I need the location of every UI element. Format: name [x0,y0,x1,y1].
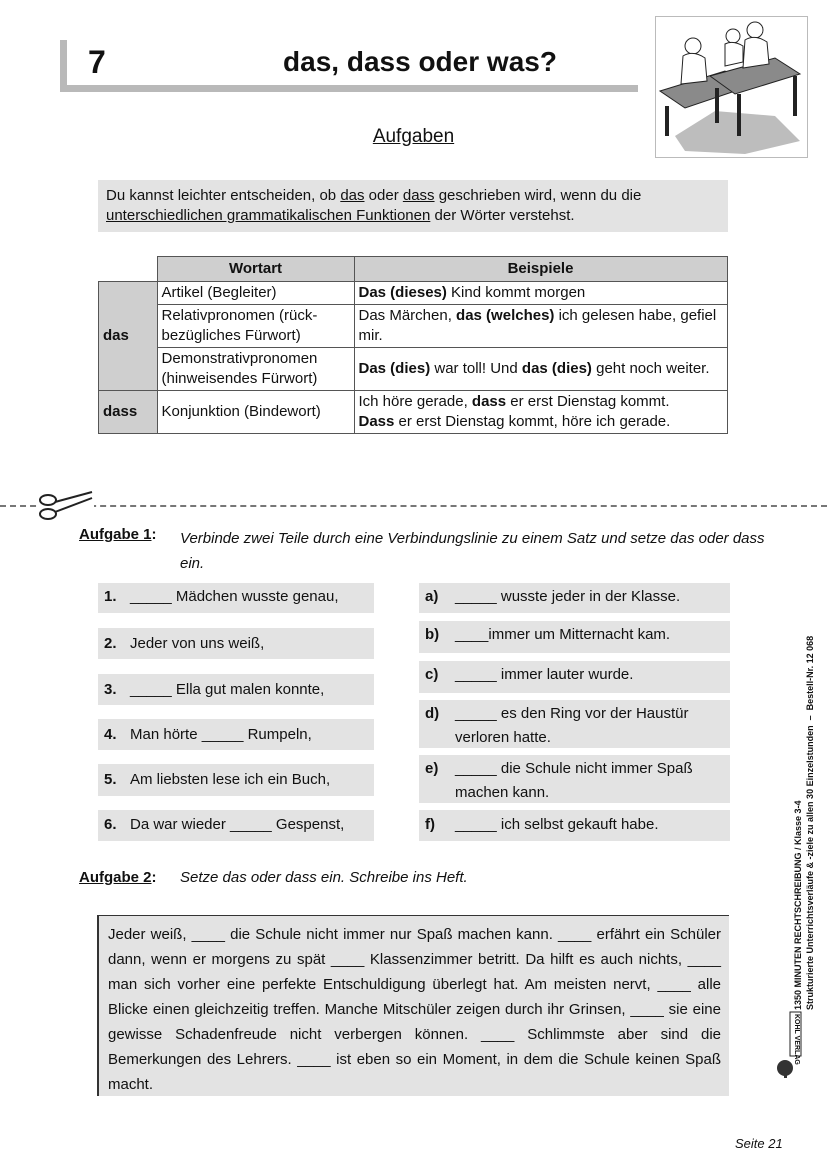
cell-wortart: Demonstrativpronomen (hinweisendes Fürwort) [157,348,354,391]
item-text: _____ immer lauter wurde. [455,666,634,683]
list-item [419,700,730,748]
intro-text: geschrieben wird, wenn du die [434,187,642,204]
intro-underline-functions: unterschiedlichen grammatikalischen Funktionen [106,207,431,224]
list-item [419,810,730,841]
intro-underline-dass: dass [402,187,435,204]
intro-underline-das: das [340,187,365,204]
header-bar-horizontal [60,85,638,92]
item-text: _____ es den Ring vor der Haustür verloren hatte. [455,705,689,746]
item-letter: f) [425,816,435,833]
example-text: geht noch weiter. [591,360,710,377]
grammar-table [98,256,728,434]
intro-text: Du kannst leichter entscheiden, ob [106,187,341,204]
intro-text: oder [364,187,403,204]
item-text: ____immer um Mitternacht kam. [455,626,671,643]
item-text: Am liebsten lese ich ein Buch, [130,771,331,788]
scissors-icon [38,488,94,524]
example-text: ich gelesen habe, gefiel mir. [358,307,717,344]
cut-line [0,505,827,507]
item-text: _____ ich selbst gekauft habe. [455,816,659,833]
item-text: Man hörte _____ Rumpeln, [130,726,312,743]
task2-label-wrap: Aufgabe 2: [79,869,157,886]
table-row [99,391,728,434]
side-imprint [792,530,827,1010]
item-text: Jeder von uns weiß, [130,635,265,652]
section-subtitle: Aufgaben [372,126,455,147]
list-item [98,810,374,841]
list-item [98,628,374,659]
list-item [98,719,374,750]
item-number: 6. [104,816,117,833]
item-number: 2. [104,635,117,652]
example-text: Kind kommt morgen [446,284,586,301]
item-letter: c) [425,666,439,683]
chapter-number: 7 [88,44,106,80]
row-label-dass: dass [99,391,158,434]
list-item [419,661,730,693]
task1-label: Aufgabe 1 [79,526,152,543]
example-text: er erst Dienstag kommt, höre ich gerade. [394,413,671,430]
page-title: das, dass oder was? [283,46,557,77]
publisher-label: KOHL VERLAG [793,1014,800,1065]
item-letter: d) [425,705,440,722]
example-text: war toll! Und [430,360,522,377]
item-number: 4. [104,726,117,743]
example-text: er erst Dienstag kommt. [506,393,670,410]
example-bold: Das (dieses) [358,284,447,301]
cell-wortart: Relativpronomen (rück-bezügliches Fürwort) [157,305,354,348]
example-text: Ich höre gerade, [358,393,472,410]
item-number: 5. [104,771,117,788]
cell-beispiel [354,282,727,305]
cell-beispiel [354,391,727,434]
example-bold: Das (dies) [358,360,431,377]
item-text: Da war wieder _____ Gespenst, [130,816,345,833]
intro-box [98,180,728,232]
task2-text-box: Jeder weiß, ____ die Schule nicht immer nur Spaß machen kann. ____ erfährt ein Schüler dann, wenn er morgens zu spät ____ Klassenzimmer betritt. Da hilft es auch nichts, ____ man sich vorher eine perfekte Entschuldigung überlegt hat. Am meisten nervt, ____ alle Blicke einen gleichzeitig treffen. Manche Mitschüler zeigen durch ihr Grinsen, ____ sie eine gewisse Schadenfreude nicht verbergen können. ____ Schlimmste aber sind die Bemerkungen des Lehrers. ____ ist eben so ein Moment, in dem die Schule keinen Spaß macht. [97,915,729,1096]
side-line-1: 1350 MINUTEN RECHTSCHREIBUNG / Klasse 3-4 [793,800,803,1010]
table-row [99,348,728,391]
item-number: 1. [104,588,117,605]
list-item [419,583,730,613]
table-corner [99,257,158,282]
example-bold: Dass [358,413,395,430]
item-number: 3. [104,681,117,698]
column-header-beispiele: Beispiele [354,257,727,282]
cell-beispiel [354,348,727,391]
item-letter: a) [425,588,439,605]
cell-wortart: Konjunktion (Bindewort) [157,391,354,434]
list-item [419,621,730,653]
order-number: Bestell-Nr. 12 068 [805,635,815,711]
column-header-wortart: Wortart [157,257,354,282]
kohl-logo [773,1010,809,1080]
list-item [98,764,374,796]
list-item [419,755,730,803]
item-letter: b) [425,626,440,643]
table-header-row [99,257,728,282]
list-item [98,583,374,613]
example-text: Das Märchen, [358,307,457,324]
cell-beispiel [354,305,727,348]
task2-instruction: Setze das oder dass ein. Schreibe ins Heft. [180,869,468,886]
item-text: _____ Ella gut malen konnte, [130,681,325,698]
list-item [98,674,374,705]
example-bold: dass [471,393,507,410]
item-text: _____ die Schule nicht immer Spaß machen kann. [455,760,693,801]
intro-text: der Wörter verstehst. [430,207,575,224]
item-letter: e) [425,760,439,777]
example-bold: das (welches) [456,307,555,324]
table-row [99,282,728,305]
task2-label: Aufgabe 2 [79,869,152,886]
row-label-das: das [99,282,158,391]
item-text: _____ wusste jeder in der Klasse. [455,588,681,605]
task1-label-wrap: Aufgabe 1: [79,526,157,543]
table-row [99,305,728,348]
side-line-2: Strukturierte Unterrichtsverläufe & -ziele zu allen 30 Einzelstunden – Bestell-Nr. 12 068 [805,635,815,1010]
task1-instruction: Verbinde zwei Teile durch eine Verbindungslinie zu einem Satz und setze das oder dass ein. [180,530,765,572]
example-bold: das (dies) [521,360,592,377]
item-text: _____ Mädchen wusste genau, [130,588,339,605]
page-number: Seite 21 [735,1136,783,1151]
cell-wortart: Artikel (Begleiter) [157,282,354,305]
